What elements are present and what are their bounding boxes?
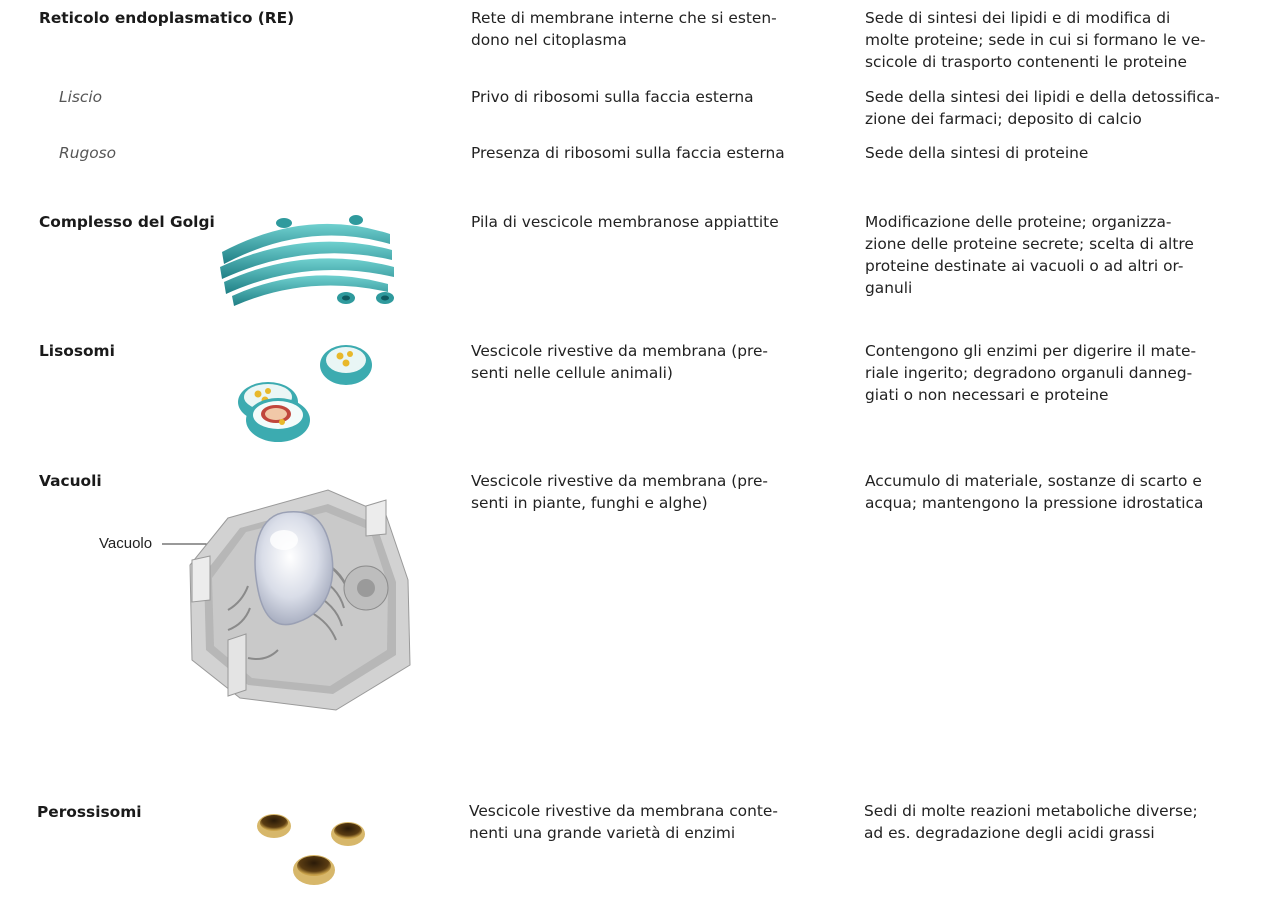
row-structure-vacuoles: Vescicole rivestive da membrana (pre- senti in piante, funghi e alghe) bbox=[471, 472, 768, 512]
row-name-smooth-er: Liscio bbox=[59, 88, 103, 106]
row-function-vacuoles: Accumulo di materiale, sostanze di scarto e acqua; mantengono la pressione idrostatica bbox=[865, 472, 1204, 512]
row-name-lysosomes: Lisosomi bbox=[39, 342, 115, 360]
row-name-rough-er: Rugoso bbox=[59, 144, 117, 162]
row-structure-smooth-er: Privo di ribosomi sulla faccia esterna bbox=[471, 88, 754, 106]
row-structure-peroxisomes: Vescicole rivestive da membrana conte- nenti una grande varietà di enzimi bbox=[469, 802, 778, 842]
golgi-illustration bbox=[212, 212, 402, 317]
row-function-peroxisomes: Sedi di molte reazioni metaboliche diverse; ad es. degradazione degli acidi grassi bbox=[864, 802, 1198, 842]
row-function-lysosomes: Contengono gli enzimi per digerire il mate- riale ingerito; degradono organuli danneg- giati o non necessari e proteine bbox=[865, 342, 1196, 404]
vacuole-label: Vacuolo bbox=[99, 535, 153, 552]
row-name-vacuoles: Vacuoli bbox=[39, 472, 102, 490]
peroxisome-illustration bbox=[254, 806, 370, 896]
row-structure-lysosomes: Vescicole rivestive da membrana (pre- senti nelle cellule animali) bbox=[471, 342, 768, 382]
row-name-re: Reticolo endoplasmatico (RE) bbox=[39, 9, 295, 27]
lysosome-illustration bbox=[220, 340, 375, 450]
row-function-re: Sede di sintesi dei lipidi e di modifica di molte proteine; sede in cui si formano le ve- scicole di trasporto contenenti le proteine bbox=[865, 9, 1206, 71]
plant-cell-illustration bbox=[188, 490, 426, 722]
row-structure-re: Rete di membrane interne che si esten- dono nel citoplasma bbox=[471, 9, 777, 49]
row-structure-golgi: Pila di vescicole membranose appiattite bbox=[471, 213, 779, 231]
row-function-golgi: Modificazione delle proteine; organizza- zione delle proteine secrete; scelta di altre proteine destinate ai vacuoli o ad altri or- ganuli bbox=[865, 213, 1194, 297]
row-function-smooth-er: Sede della sintesi dei lipidi e della detossifica- zione dei farmaci; deposito di calcio bbox=[865, 88, 1220, 128]
row-name-golgi: Complesso del Golgi bbox=[39, 213, 215, 231]
row-structure-rough-er: Presenza di ribosomi sulla faccia esterna bbox=[471, 144, 785, 162]
row-name-peroxisomes: Perossisomi bbox=[37, 803, 142, 821]
row-function-rough-er: Sede della sintesi di proteine bbox=[865, 144, 1089, 162]
